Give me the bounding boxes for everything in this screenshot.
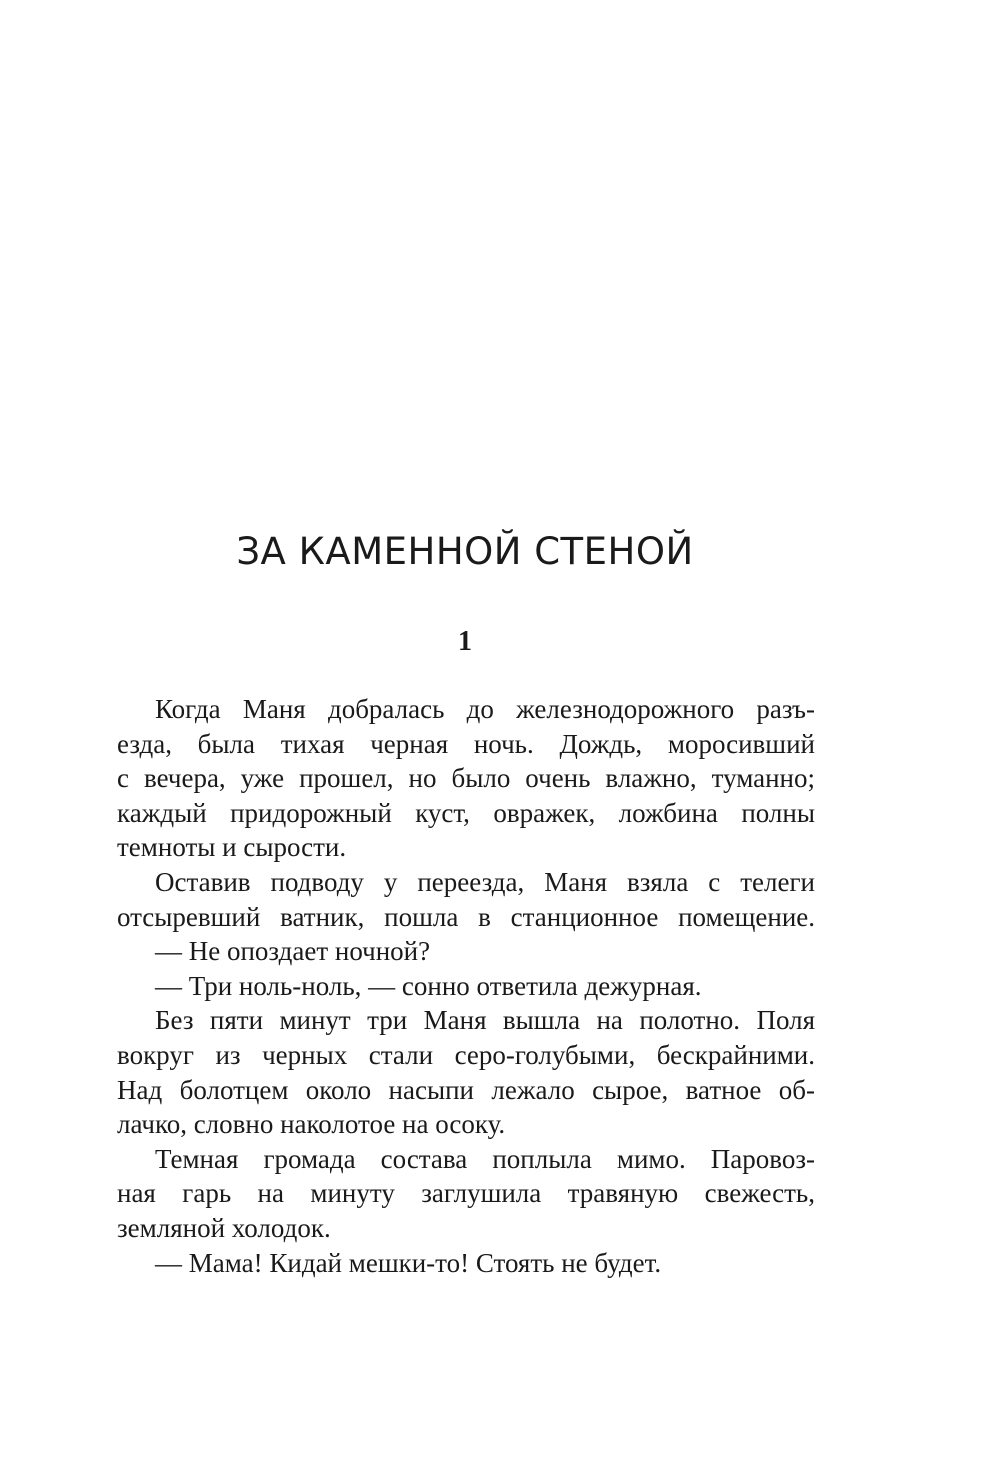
section-number: 1 [458, 626, 472, 657]
text-line: Оставив подводу у переезда, Маня взяла с телеги [155, 866, 815, 897]
text-line: каждый придорожный куст, овражек, ложбина полны [117, 797, 815, 828]
text-line: Над болотцем около насыпи лежало сырое, ватное об- [117, 1074, 815, 1105]
text-line: отсыревший ватник, пошла в станционное помещение. [117, 901, 815, 932]
text-line: Без пяти минут три Маня вышла на полотно. Поля [155, 1005, 815, 1036]
body-text [117, 692, 815, 1280]
text-line: — Мама! Кидай мешки-то! Стоять не будет. [155, 1247, 662, 1278]
text-line: — Не опоздает ночной? [155, 936, 431, 967]
text-line: темноты и сырости. [117, 832, 347, 863]
text-line: с вечера, уже прошел, но было очень влажно, туманно; [117, 763, 815, 794]
text-line: — Три ноль-ноль, — сонно ответила дежурная. [155, 970, 702, 1001]
text-line: лачко, словно наколотое на осоку. [117, 1109, 506, 1140]
text-line: вокруг из черных стали серо-голубыми, бескрайними. [117, 1039, 815, 1070]
text-line: Когда Маня добралась до железнодорожного разъ- [155, 694, 815, 724]
text-line: земляной холодок. [117, 1212, 331, 1243]
text-line: Темная громада состава поплыла мимо. Паровоз- [155, 1143, 815, 1174]
chapter-title: ЗА КАМЕННОЙ СТЕНОЙ [236, 530, 694, 573]
text-line: езда, была тихая черная ночь. Дождь, моросивший [117, 728, 815, 759]
text-line: ная гарь на минуту заглушила травяную свежесть, [117, 1178, 815, 1209]
